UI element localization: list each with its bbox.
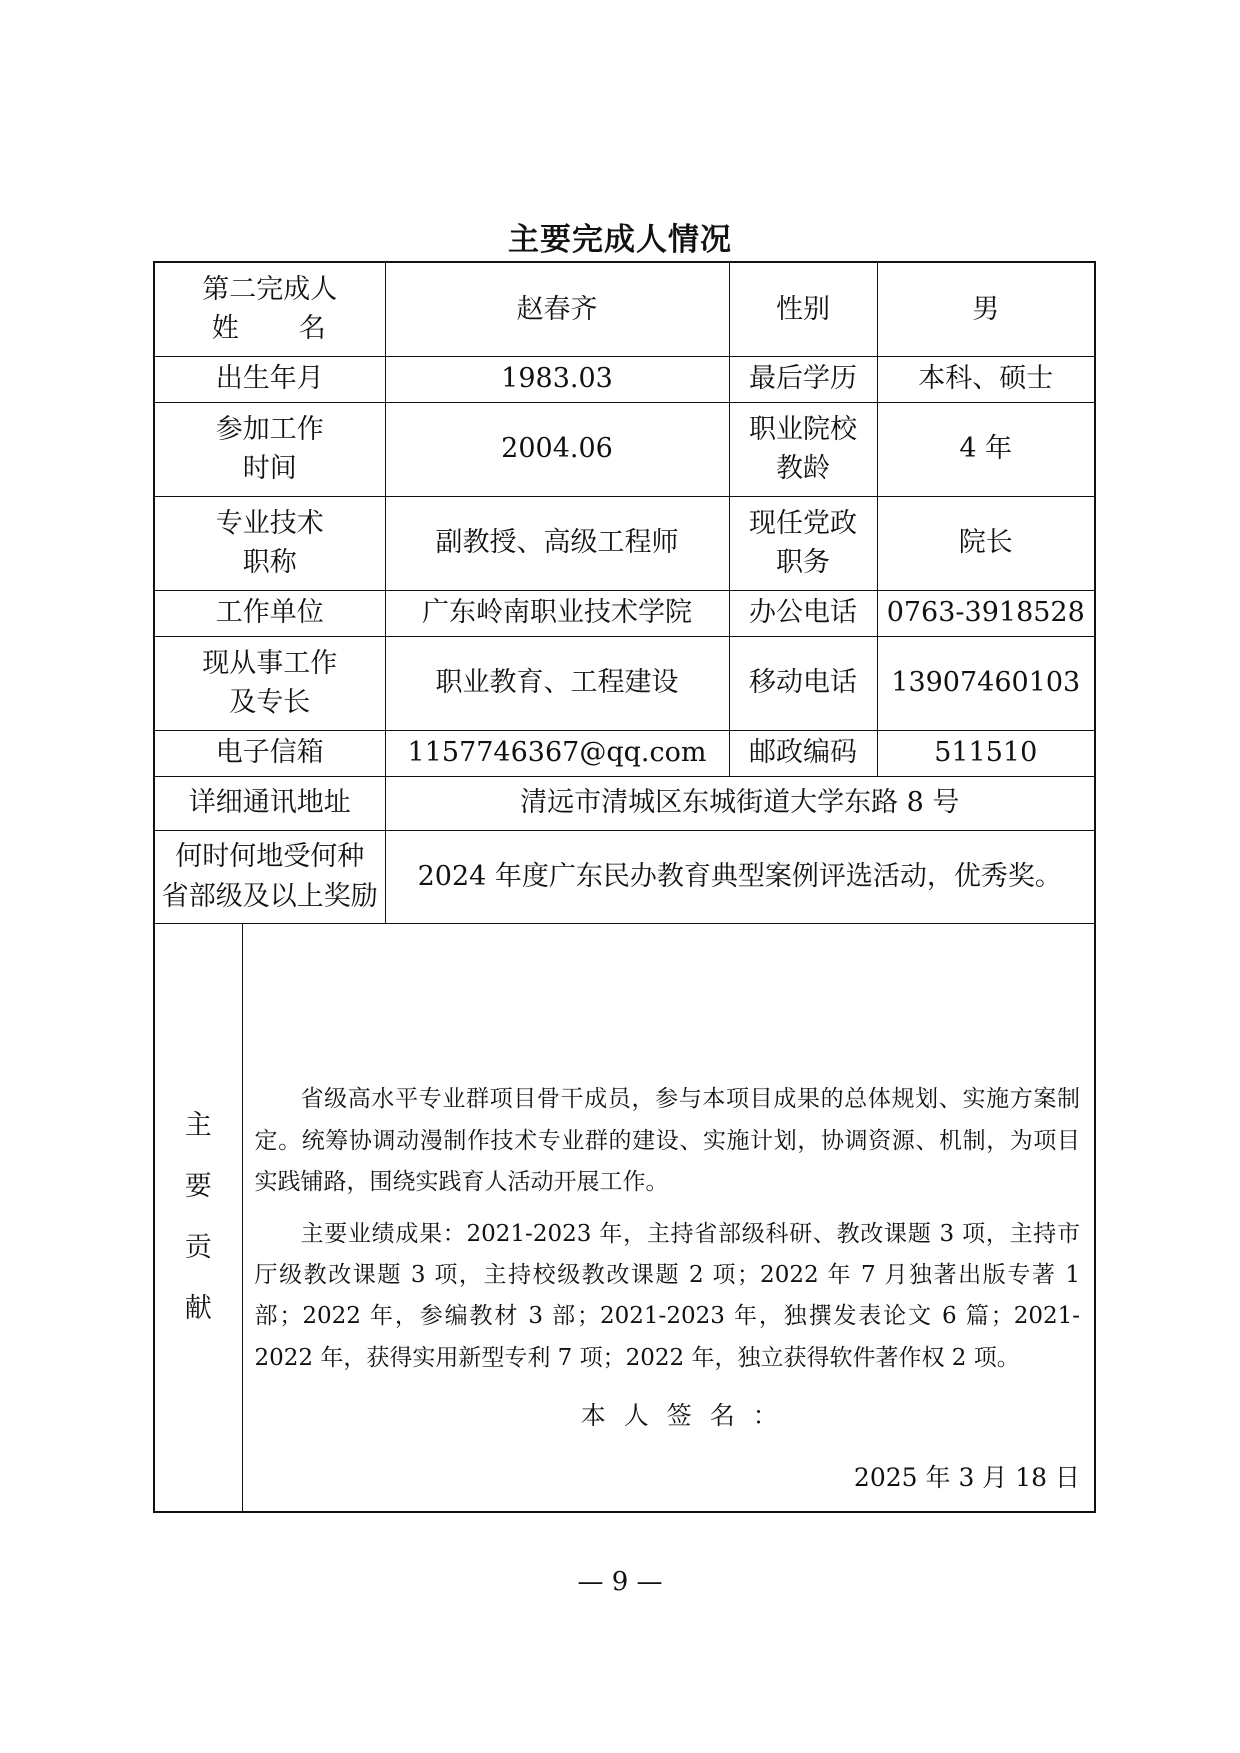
value-work-start: 2004.06 (385, 402, 729, 496)
value-email: 1157746367@qq.com (385, 730, 729, 776)
label-office-phone: 办公电话 (729, 590, 877, 636)
value-specialty: 职业教育、工程建设 (385, 636, 729, 730)
row-name (154, 262, 1095, 356)
signature-date: 2025 年 3 月 18 日 (853, 1462, 1080, 1492)
label-specialty: 现从事工作 及专长 (154, 636, 385, 730)
label-birth: 出生年月 (154, 356, 385, 402)
row-email (154, 730, 1095, 776)
value-office-phone: 0763-3918528 (877, 590, 1095, 636)
info-table (153, 261, 1096, 1513)
value-address: 清远市清城区东城街道大学东路 8 号 (385, 776, 1095, 830)
value-name: 赵春齐 (385, 262, 729, 356)
label-address: 详细通讯地址 (154, 776, 385, 830)
label-email: 电子信箱 (154, 730, 385, 776)
value-position: 院长 (877, 496, 1095, 590)
label-mobile: 移动电话 (729, 636, 877, 730)
row-work-start (154, 402, 1095, 496)
value-education: 本科、硕士 (877, 356, 1095, 402)
page-title: 主要完成人情况 (508, 222, 732, 258)
label-contribution: 主 要 贡 献 (154, 923, 242, 1512)
label-name: 第二完成人 姓 名 (154, 262, 385, 356)
label-postcode: 邮政编码 (729, 730, 877, 776)
label-teaching-years: 职业院校 教龄 (729, 402, 877, 496)
contribution-paragraph-2: 主要业绩成果：2021-2023 年，主持省部级科研、教改课题 3 项，主持市厅级教改课题 3 项，主持校级教改课题 2 项；2022 年 7 月独著出版专著 1 部；2022 年，参编教材 3 部；2021-2023 年，独撰发表论文 6 篇；2021-2022 年，获得实用新型专利 7 项；2022 年，独立获得软件著作权 2 项。 (254, 1220, 1080, 1371)
contribution-content (242, 923, 1095, 1512)
label-position: 现任党政 职务 (729, 496, 877, 590)
value-birth: 1983.03 (385, 356, 729, 402)
page-number: — 9 — (577, 1567, 663, 1597)
value-title-rank: 副教授、高级工程师 (385, 496, 729, 590)
label-education: 最后学历 (729, 356, 877, 402)
value-mobile: 13907460103 (877, 636, 1095, 730)
contribution-paragraph-1: 省级高水平专业群项目骨干成员，参与本项目成果的总体规划、实施方案制定。统筹协调动漫制作技术专业群的建设、实施计划，协调资源、机制，为项目实践铺路，围绕实践育人活动开展工作。 (254, 1086, 1080, 1196)
label-employer: 工作单位 (154, 590, 385, 636)
label-work-start: 参加工作 时间 (154, 402, 385, 496)
value-award: 2024 年度广东民办教育典型案例评选活动，优秀奖。 (385, 830, 1095, 923)
row-birth (154, 356, 1095, 402)
value-gender: 男 (877, 262, 1095, 356)
value-employer: 广东岭南职业技术学院 (385, 590, 729, 636)
row-employer (154, 590, 1095, 636)
row-specialty (154, 636, 1095, 730)
row-contribution (154, 923, 1095, 1512)
label-gender: 性别 (729, 262, 877, 356)
value-postcode: 511510 (877, 730, 1095, 776)
value-teaching-years: 4 年 (877, 402, 1095, 496)
row-award (154, 830, 1095, 923)
row-address (154, 776, 1095, 830)
label-award: 何时何地受何种 省部级及以上奖励 (154, 830, 385, 923)
signature-label: 本人签名： (580, 1400, 796, 1430)
label-title-rank: 专业技术 职称 (154, 496, 385, 590)
row-title-rank (154, 496, 1095, 590)
